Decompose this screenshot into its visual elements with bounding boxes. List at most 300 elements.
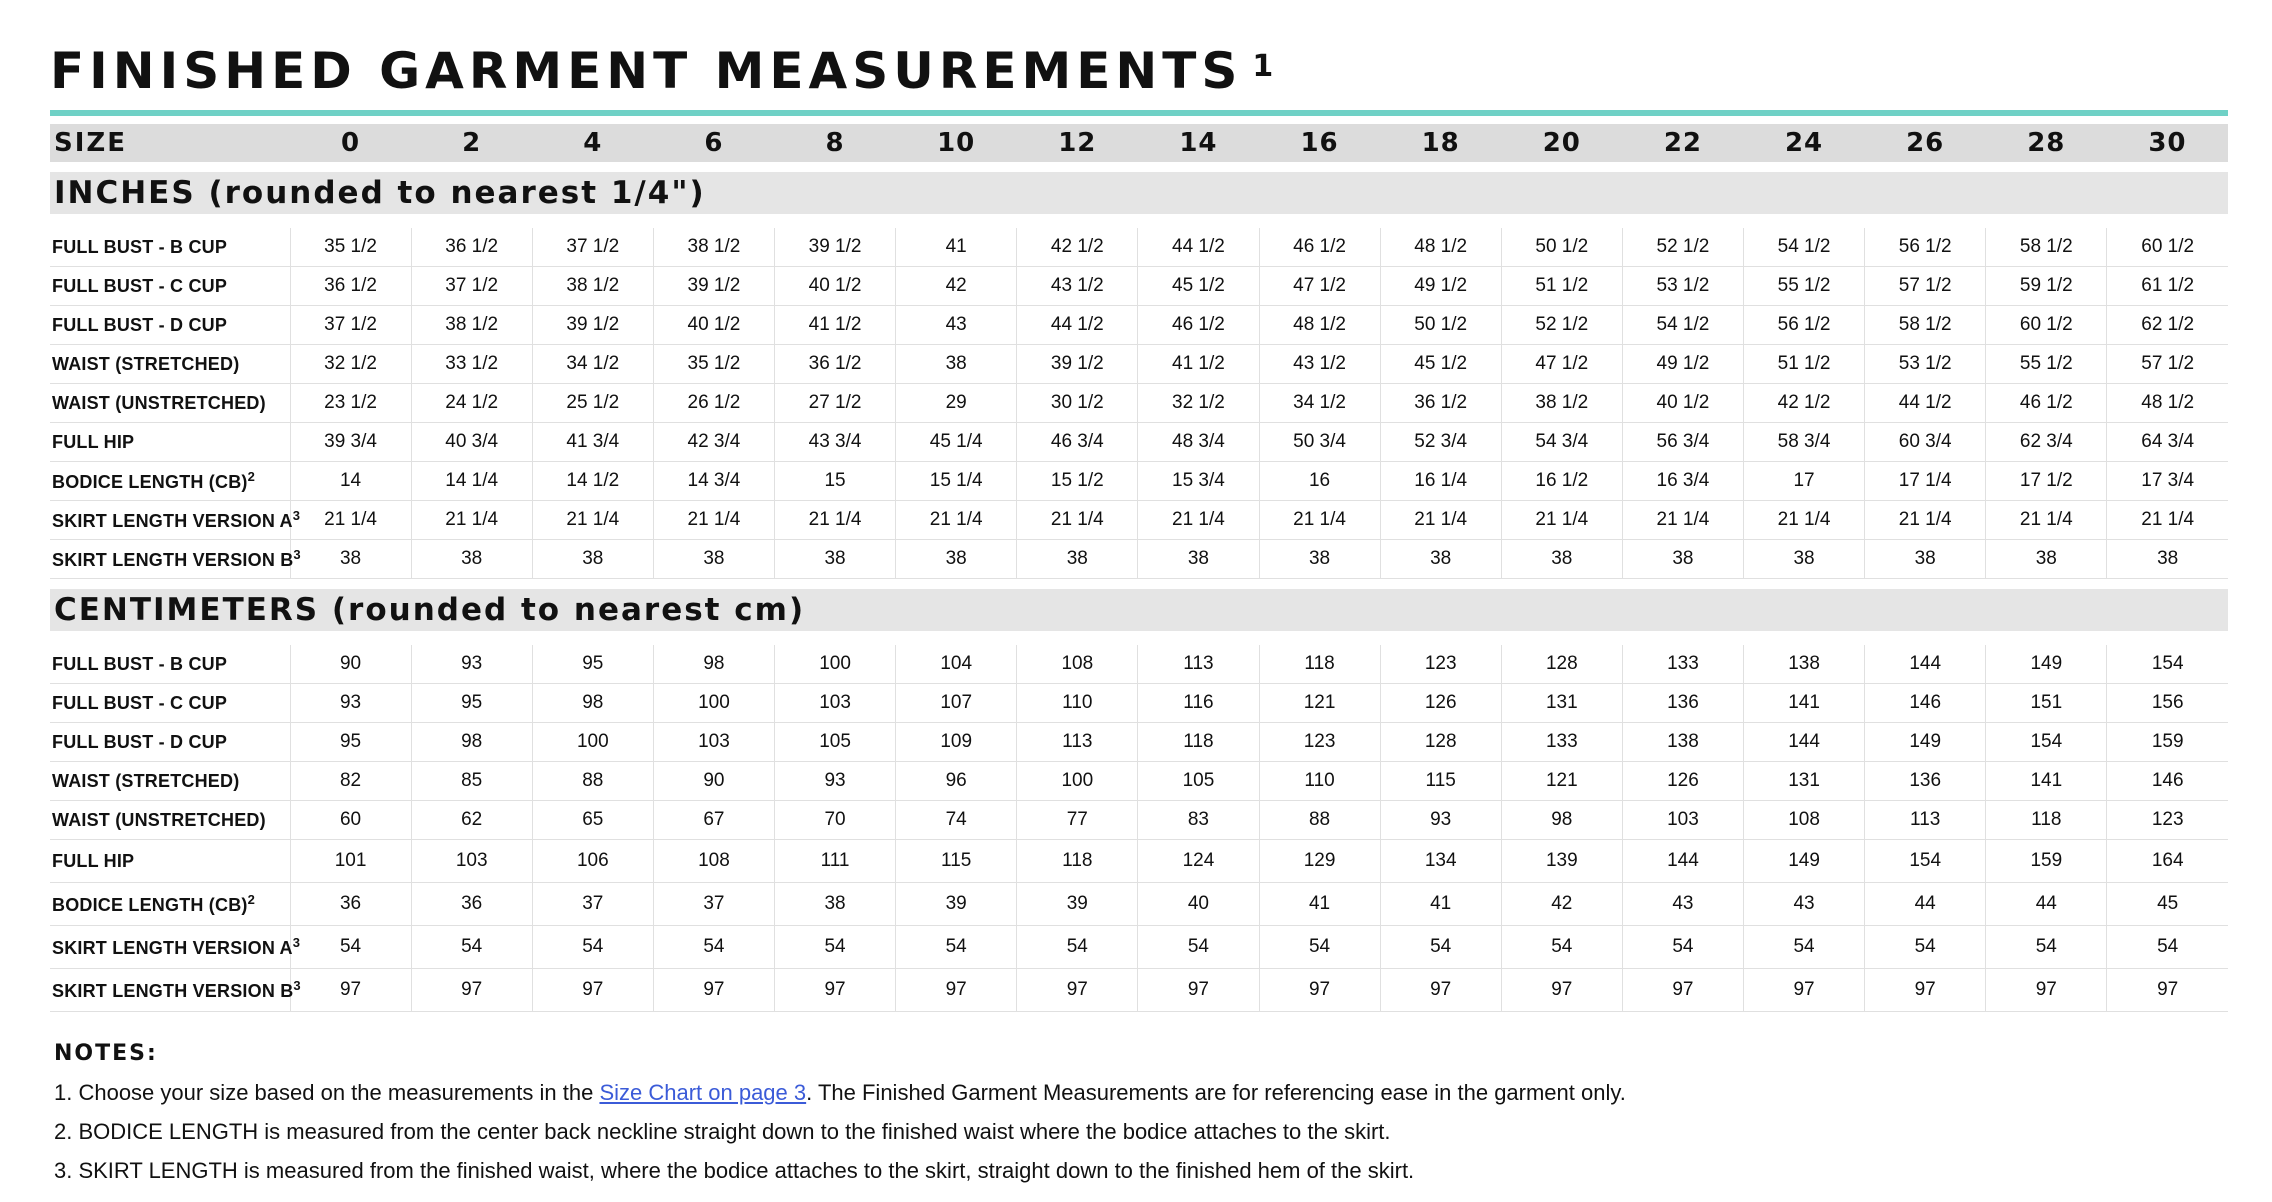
table-cell: 62 bbox=[411, 801, 532, 840]
table-cell: 126 bbox=[1622, 762, 1743, 801]
size-header-cell: 26 bbox=[1865, 124, 1986, 162]
table-cell: 14 bbox=[290, 462, 411, 501]
table-cell: 95 bbox=[532, 645, 653, 684]
row-label-footnote: 3 bbox=[293, 547, 301, 562]
row-label bbox=[50, 723, 290, 762]
table-cell: 16 1/4 bbox=[1380, 462, 1501, 501]
page-title bbox=[50, 38, 2228, 104]
table-cell: 109 bbox=[896, 723, 1017, 762]
section-heading-text: INCHES (rounded to nearest 1/4") bbox=[50, 172, 2228, 214]
row-label bbox=[50, 306, 290, 345]
table-cell: 110 bbox=[1259, 762, 1380, 801]
table-cell: 55 1/2 bbox=[1986, 345, 2107, 384]
table-cell: 88 bbox=[532, 762, 653, 801]
table-cell: 39 3/4 bbox=[290, 423, 411, 462]
table-cell: 39 1/2 bbox=[1017, 345, 1138, 384]
table-cell: 60 bbox=[290, 801, 411, 840]
table-cell: 124 bbox=[1138, 840, 1259, 883]
table-cell: 44 1/2 bbox=[1865, 384, 1986, 423]
table-row bbox=[50, 540, 2228, 579]
table-cell: 96 bbox=[896, 762, 1017, 801]
size-header-cell: 8 bbox=[775, 124, 896, 162]
table-cell: 44 bbox=[1865, 883, 1986, 926]
table-cell: 50 1/2 bbox=[1380, 306, 1501, 345]
row-label bbox=[50, 926, 301, 969]
table-cell: 44 1/2 bbox=[1017, 306, 1138, 345]
table-cell: 21 1/4 bbox=[775, 501, 896, 540]
table-cell: 108 bbox=[653, 840, 774, 883]
table-cell: 129 bbox=[1259, 840, 1380, 883]
measurements-table bbox=[50, 124, 2228, 1012]
row-label-text: WAIST (STRETCHED) bbox=[52, 353, 240, 374]
table-cell: 29 bbox=[896, 384, 1017, 423]
table-cell: 154 bbox=[1865, 840, 1986, 883]
row-label bbox=[50, 840, 290, 883]
table-cell: 159 bbox=[1986, 840, 2107, 883]
table-cell: 56 1/2 bbox=[1865, 228, 1986, 267]
page-title-text: FINISHED GARMENT MEASUREMENTS bbox=[50, 42, 1243, 100]
table-cell: 35 1/2 bbox=[653, 345, 774, 384]
table-cell: 38 bbox=[1259, 540, 1380, 579]
table-cell: 38 bbox=[1865, 540, 1986, 579]
table-row bbox=[50, 228, 2228, 267]
table-cell: 97 bbox=[411, 969, 532, 1012]
note-1 bbox=[54, 1073, 2228, 1112]
table-cell: 54 bbox=[411, 926, 532, 969]
table-cell: 43 1/2 bbox=[1017, 267, 1138, 306]
title-underline bbox=[50, 110, 2228, 116]
table-cell: 54 bbox=[896, 926, 1017, 969]
table-cell: 48 1/2 bbox=[1259, 306, 1380, 345]
table-cell: 52 1/2 bbox=[1501, 306, 1622, 345]
table-cell: 21 1/4 bbox=[1380, 501, 1501, 540]
table-cell: 21 1/4 bbox=[2107, 501, 2228, 540]
table-cell: 138 bbox=[1622, 723, 1743, 762]
table-cell: 123 bbox=[2107, 801, 2228, 840]
size-chart-link[interactable]: Size Chart on page 3 bbox=[599, 1080, 807, 1105]
size-header-cell: 28 bbox=[1986, 124, 2107, 162]
table-cell: 39 bbox=[896, 883, 1017, 926]
table-row bbox=[50, 883, 2228, 926]
table-cell: 45 1/2 bbox=[1138, 267, 1259, 306]
table-cell: 38 bbox=[1744, 540, 1865, 579]
table-cell: 24 1/2 bbox=[411, 384, 532, 423]
table-cell: 141 bbox=[1986, 762, 2107, 801]
table-cell: 62 3/4 bbox=[1986, 423, 2107, 462]
table-cell: 54 bbox=[532, 926, 653, 969]
table-cell: 97 bbox=[1986, 969, 2107, 1012]
table-cell: 54 bbox=[290, 926, 411, 969]
table-cell: 57 1/2 bbox=[2107, 345, 2228, 384]
table-cell: 38 bbox=[1017, 540, 1138, 579]
table-cell: 15 3/4 bbox=[1138, 462, 1259, 501]
row-label-text: WAIST (UNSTRETCHED) bbox=[52, 809, 266, 830]
table-cell: 54 bbox=[653, 926, 774, 969]
table-cell: 16 bbox=[1259, 462, 1380, 501]
table-cell: 104 bbox=[896, 645, 1017, 684]
table-cell: 51 1/2 bbox=[1744, 345, 1865, 384]
table-cell: 46 1/2 bbox=[1138, 306, 1259, 345]
table-cell: 123 bbox=[1259, 723, 1380, 762]
table-cell: 95 bbox=[411, 684, 532, 723]
table-cell: 41 1/2 bbox=[1138, 345, 1259, 384]
table-cell: 21 1/4 bbox=[653, 501, 774, 540]
table-cell: 54 bbox=[1622, 926, 1743, 969]
row-label bbox=[50, 801, 290, 840]
table-cell: 93 bbox=[775, 762, 896, 801]
table-cell: 38 bbox=[2107, 540, 2228, 579]
table-cell: 38 bbox=[290, 540, 411, 579]
table-cell: 98 bbox=[653, 645, 774, 684]
table-cell: 97 bbox=[532, 969, 653, 1012]
row-label-text: FULL BUST - B CUP bbox=[52, 653, 228, 674]
table-cell: 98 bbox=[1501, 801, 1622, 840]
table-cell: 108 bbox=[1017, 645, 1138, 684]
size-header-cell: 30 bbox=[2107, 124, 2228, 162]
table-cell: 38 bbox=[411, 540, 532, 579]
table-cell: 97 bbox=[896, 969, 1017, 1012]
table-cell: 100 bbox=[532, 723, 653, 762]
row-label-text: FULL HIP bbox=[52, 850, 135, 871]
table-cell: 39 1/2 bbox=[775, 228, 896, 267]
table-cell: 115 bbox=[1380, 762, 1501, 801]
table-cell: 62 1/2 bbox=[2107, 306, 2228, 345]
spacer-row bbox=[50, 579, 2228, 590]
table-cell: 54 bbox=[1017, 926, 1138, 969]
table-cell: 97 bbox=[775, 969, 896, 1012]
table-cell: 42 1/2 bbox=[1744, 384, 1865, 423]
table-cell: 21 1/4 bbox=[532, 501, 653, 540]
row-label-text: WAIST (UNSTRETCHED) bbox=[52, 392, 266, 413]
table-cell: 149 bbox=[1744, 840, 1865, 883]
table-cell: 38 bbox=[775, 540, 896, 579]
table-cell: 42 bbox=[896, 267, 1017, 306]
table-cell: 111 bbox=[775, 840, 896, 883]
table-cell: 154 bbox=[2107, 645, 2228, 684]
row-label bbox=[50, 267, 290, 306]
table-cell: 43 bbox=[896, 306, 1017, 345]
row-label bbox=[50, 684, 290, 723]
size-header-cell: 16 bbox=[1259, 124, 1380, 162]
table-row bbox=[50, 801, 2228, 840]
table-cell: 21 1/4 bbox=[1986, 501, 2107, 540]
table-cell: 164 bbox=[2107, 840, 2228, 883]
table-cell: 85 bbox=[411, 762, 532, 801]
table-cell: 136 bbox=[1622, 684, 1743, 723]
table-cell: 23 1/2 bbox=[290, 384, 411, 423]
notes-section bbox=[54, 1034, 2228, 1190]
row-label-text: FULL BUST - D CUP bbox=[52, 731, 228, 752]
row-label-footnote: 3 bbox=[292, 508, 301, 523]
table-cell: 49 1/2 bbox=[1622, 345, 1743, 384]
table-cell: 110 bbox=[1017, 684, 1138, 723]
row-label-footnote: 3 bbox=[292, 935, 301, 950]
table-cell: 88 bbox=[1259, 801, 1380, 840]
table-cell: 53 1/2 bbox=[1622, 267, 1743, 306]
table-row bbox=[50, 969, 2228, 1012]
table-cell: 43 1/2 bbox=[1259, 345, 1380, 384]
spacer-cell bbox=[50, 579, 2228, 590]
table-cell: 131 bbox=[1744, 762, 1865, 801]
table-cell: 37 1/2 bbox=[411, 267, 532, 306]
table-cell: 58 3/4 bbox=[1744, 423, 1865, 462]
table-cell: 116 bbox=[1138, 684, 1259, 723]
table-cell: 54 1/2 bbox=[1622, 306, 1743, 345]
table-cell: 27 1/2 bbox=[775, 384, 896, 423]
note-1-rest: . The Finished Garment Measurements are for referencing ease in the garment only. bbox=[806, 1080, 1626, 1105]
table-cell: 15 bbox=[775, 462, 896, 501]
spacer-row bbox=[50, 214, 2228, 228]
table-cell: 54 bbox=[2107, 926, 2228, 969]
table-cell: 56 1/2 bbox=[1744, 306, 1865, 345]
table-cell: 44 1/2 bbox=[1138, 228, 1259, 267]
table-cell: 47 1/2 bbox=[1259, 267, 1380, 306]
table-cell: 141 bbox=[1744, 684, 1865, 723]
table-cell: 39 1/2 bbox=[532, 306, 653, 345]
table-cell: 36 1/2 bbox=[775, 345, 896, 384]
row-label-text: FULL BUST - C CUP bbox=[52, 692, 228, 713]
table-cell: 93 bbox=[411, 645, 532, 684]
size-header-cell: 2 bbox=[411, 124, 532, 162]
table-cell: 37 1/2 bbox=[290, 306, 411, 345]
table-cell: 146 bbox=[1865, 684, 1986, 723]
table-cell: 14 1/2 bbox=[532, 462, 653, 501]
table-cell: 21 1/4 bbox=[1744, 501, 1865, 540]
table-cell: 118 bbox=[1259, 645, 1380, 684]
table-cell: 36 bbox=[290, 883, 411, 926]
table-cell: 58 1/2 bbox=[1986, 228, 2107, 267]
table-cell: 38 bbox=[896, 345, 1017, 384]
table-cell: 138 bbox=[1744, 645, 1865, 684]
table-cell: 41 bbox=[1380, 883, 1501, 926]
table-cell: 60 3/4 bbox=[1865, 423, 1986, 462]
table-cell: 93 bbox=[1380, 801, 1501, 840]
table-cell: 38 bbox=[1622, 540, 1743, 579]
table-cell: 37 1/2 bbox=[532, 228, 653, 267]
table-cell: 38 1/2 bbox=[1501, 384, 1622, 423]
table-row bbox=[50, 926, 2228, 969]
table-cell: 46 1/2 bbox=[1259, 228, 1380, 267]
table-cell: 42 bbox=[1501, 883, 1622, 926]
table-cell: 40 bbox=[1138, 883, 1259, 926]
row-label-text: FULL BUST - D CUP bbox=[52, 314, 228, 335]
table-cell: 45 1/4 bbox=[896, 423, 1017, 462]
table-cell: 16 3/4 bbox=[1622, 462, 1743, 501]
table-cell: 70 bbox=[775, 801, 896, 840]
notes-title: NOTES: bbox=[54, 1041, 158, 1066]
table-cell: 21 1/4 bbox=[290, 501, 411, 540]
table-cell: 131 bbox=[1501, 684, 1622, 723]
size-header-cell: 4 bbox=[532, 124, 653, 162]
row-label bbox=[50, 883, 290, 926]
table-cell: 144 bbox=[1744, 723, 1865, 762]
note-2: 2. BODICE LENGTH is measured from the center back neckline straight down to the finished waist where the bodice attaches to the skirt. bbox=[54, 1119, 1391, 1144]
table-cell: 40 3/4 bbox=[411, 423, 532, 462]
size-header-cell: 22 bbox=[1622, 124, 1743, 162]
table-cell: 123 bbox=[1380, 645, 1501, 684]
table-cell: 54 bbox=[775, 926, 896, 969]
table-cell: 97 bbox=[1501, 969, 1622, 1012]
table-cell: 16 1/2 bbox=[1501, 462, 1622, 501]
table-cell: 60 1/2 bbox=[2107, 228, 2228, 267]
table-cell: 21 1/4 bbox=[1259, 501, 1380, 540]
table-cell: 54 bbox=[1380, 926, 1501, 969]
spacer-cell bbox=[50, 162, 2228, 172]
table-row bbox=[50, 345, 2228, 384]
table-cell: 14 3/4 bbox=[653, 462, 774, 501]
row-label-text: BODICE LENGTH (CB) bbox=[52, 895, 248, 915]
table-cell: 43 3/4 bbox=[775, 423, 896, 462]
table-cell: 36 1/2 bbox=[411, 228, 532, 267]
table-cell: 64 3/4 bbox=[2107, 423, 2228, 462]
table-cell: 21 1/4 bbox=[896, 501, 1017, 540]
table-cell: 15 1/4 bbox=[896, 462, 1017, 501]
table-cell: 54 bbox=[1259, 926, 1380, 969]
row-label bbox=[50, 462, 290, 501]
table-cell: 26 1/2 bbox=[653, 384, 774, 423]
row-label-text: SKIRT LENGTH VERSION A bbox=[52, 511, 293, 531]
table-cell: 36 1/2 bbox=[290, 267, 411, 306]
table-cell: 17 3/4 bbox=[2107, 462, 2228, 501]
table-cell: 98 bbox=[411, 723, 532, 762]
table-cell: 118 bbox=[1017, 840, 1138, 883]
table-cell: 38 1/2 bbox=[411, 306, 532, 345]
table-row bbox=[50, 462, 2228, 501]
table-cell: 32 1/2 bbox=[290, 345, 411, 384]
table-cell: 97 bbox=[653, 969, 774, 1012]
table-cell: 121 bbox=[1501, 762, 1622, 801]
size-header-cell: 24 bbox=[1744, 124, 1865, 162]
table-cell: 146 bbox=[2107, 762, 2228, 801]
table-cell: 46 3/4 bbox=[1017, 423, 1138, 462]
table-cell: 48 1/2 bbox=[2107, 384, 2228, 423]
table-cell: 67 bbox=[653, 801, 774, 840]
table-cell: 50 3/4 bbox=[1259, 423, 1380, 462]
table-cell: 103 bbox=[775, 684, 896, 723]
table-cell: 40 1/2 bbox=[775, 267, 896, 306]
table-cell: 113 bbox=[1138, 645, 1259, 684]
table-cell: 108 bbox=[1744, 801, 1865, 840]
table-cell: 105 bbox=[1138, 762, 1259, 801]
size-header-cell: 12 bbox=[1017, 124, 1138, 162]
row-label bbox=[50, 423, 290, 462]
table-cell: 103 bbox=[653, 723, 774, 762]
table-row bbox=[50, 423, 2228, 462]
table-cell: 97 bbox=[1865, 969, 1986, 1012]
table-cell: 100 bbox=[1017, 762, 1138, 801]
section-heading-centimeters bbox=[50, 589, 2228, 631]
table-cell: 159 bbox=[2107, 723, 2228, 762]
table-cell: 36 bbox=[411, 883, 532, 926]
table-cell: 21 1/4 bbox=[1622, 501, 1743, 540]
table-cell: 38 bbox=[1986, 540, 2107, 579]
table-cell: 38 bbox=[532, 540, 653, 579]
table-cell: 41 1/2 bbox=[775, 306, 896, 345]
table-cell: 54 bbox=[1138, 926, 1259, 969]
table-cell: 37 bbox=[653, 883, 774, 926]
table-cell: 52 1/2 bbox=[1622, 228, 1743, 267]
row-label bbox=[50, 345, 290, 384]
table-cell: 30 1/2 bbox=[1017, 384, 1138, 423]
table-cell: 17 1/4 bbox=[1865, 462, 1986, 501]
table-cell: 39 1/2 bbox=[653, 267, 774, 306]
table-cell: 97 bbox=[1380, 969, 1501, 1012]
table-cell: 41 bbox=[1259, 883, 1380, 926]
size-header-cell: 18 bbox=[1380, 124, 1501, 162]
table-cell: 45 bbox=[2107, 883, 2228, 926]
table-cell: 47 1/2 bbox=[1501, 345, 1622, 384]
table-cell: 144 bbox=[1865, 645, 1986, 684]
size-header-cell: 6 bbox=[653, 124, 774, 162]
table-cell: 54 bbox=[1744, 926, 1865, 969]
table-cell: 39 bbox=[1017, 883, 1138, 926]
table-row bbox=[50, 306, 2228, 345]
table-cell: 14 1/4 bbox=[411, 462, 532, 501]
table-cell: 54 1/2 bbox=[1744, 228, 1865, 267]
measurements-page bbox=[50, 38, 2228, 1190]
table-cell: 17 bbox=[1744, 462, 1865, 501]
row-label bbox=[50, 762, 290, 801]
table-row bbox=[50, 684, 2228, 723]
row-label-text: FULL BUST - C CUP bbox=[52, 275, 228, 296]
size-header-cell: 0 bbox=[290, 124, 411, 162]
table-cell: 54 3/4 bbox=[1501, 423, 1622, 462]
table-cell: 43 bbox=[1622, 883, 1743, 926]
table-cell: 38 1/2 bbox=[653, 228, 774, 267]
table-cell: 83 bbox=[1138, 801, 1259, 840]
table-cell: 32 1/2 bbox=[1138, 384, 1259, 423]
table-cell: 17 1/2 bbox=[1986, 462, 2107, 501]
table-cell: 97 bbox=[1017, 969, 1138, 1012]
table-cell: 60 1/2 bbox=[1986, 306, 2107, 345]
table-cell: 49 1/2 bbox=[1380, 267, 1501, 306]
section-heading-inches bbox=[50, 172, 2228, 214]
size-header-cell: 14 bbox=[1138, 124, 1259, 162]
table-cell: 36 1/2 bbox=[1380, 384, 1501, 423]
table-cell: 97 bbox=[290, 969, 411, 1012]
table-cell: 139 bbox=[1501, 840, 1622, 883]
table-cell: 113 bbox=[1017, 723, 1138, 762]
spacer-row bbox=[50, 162, 2228, 172]
table-cell: 105 bbox=[775, 723, 896, 762]
row-label-footnote: 3 bbox=[293, 978, 301, 993]
table-cell: 46 1/2 bbox=[1986, 384, 2107, 423]
table-cell: 57 1/2 bbox=[1865, 267, 1986, 306]
table-cell: 38 bbox=[653, 540, 774, 579]
table-cell: 48 3/4 bbox=[1138, 423, 1259, 462]
table-cell: 50 1/2 bbox=[1501, 228, 1622, 267]
table-cell: 38 bbox=[896, 540, 1017, 579]
table-cell: 15 1/2 bbox=[1017, 462, 1138, 501]
table-cell: 95 bbox=[290, 723, 411, 762]
note-1-text: 1. Choose your size based on the measurements in the bbox=[54, 1080, 600, 1105]
section-heading-text: CENTIMETERS (rounded to nearest cm) bbox=[50, 589, 2228, 631]
table-cell: 59 1/2 bbox=[1986, 267, 2107, 306]
table-cell: 54 bbox=[1986, 926, 2107, 969]
row-label bbox=[50, 969, 301, 1012]
table-cell: 34 1/2 bbox=[1259, 384, 1380, 423]
table-cell: 41 bbox=[896, 228, 1017, 267]
table-cell: 118 bbox=[1138, 723, 1259, 762]
spacer-row bbox=[50, 631, 2228, 645]
table-cell: 128 bbox=[1380, 723, 1501, 762]
table-row bbox=[50, 267, 2228, 306]
table-cell: 133 bbox=[1622, 645, 1743, 684]
table-cell: 126 bbox=[1380, 684, 1501, 723]
table-cell: 100 bbox=[775, 645, 896, 684]
table-cell: 106 bbox=[532, 840, 653, 883]
table-cell: 40 1/2 bbox=[1622, 384, 1743, 423]
